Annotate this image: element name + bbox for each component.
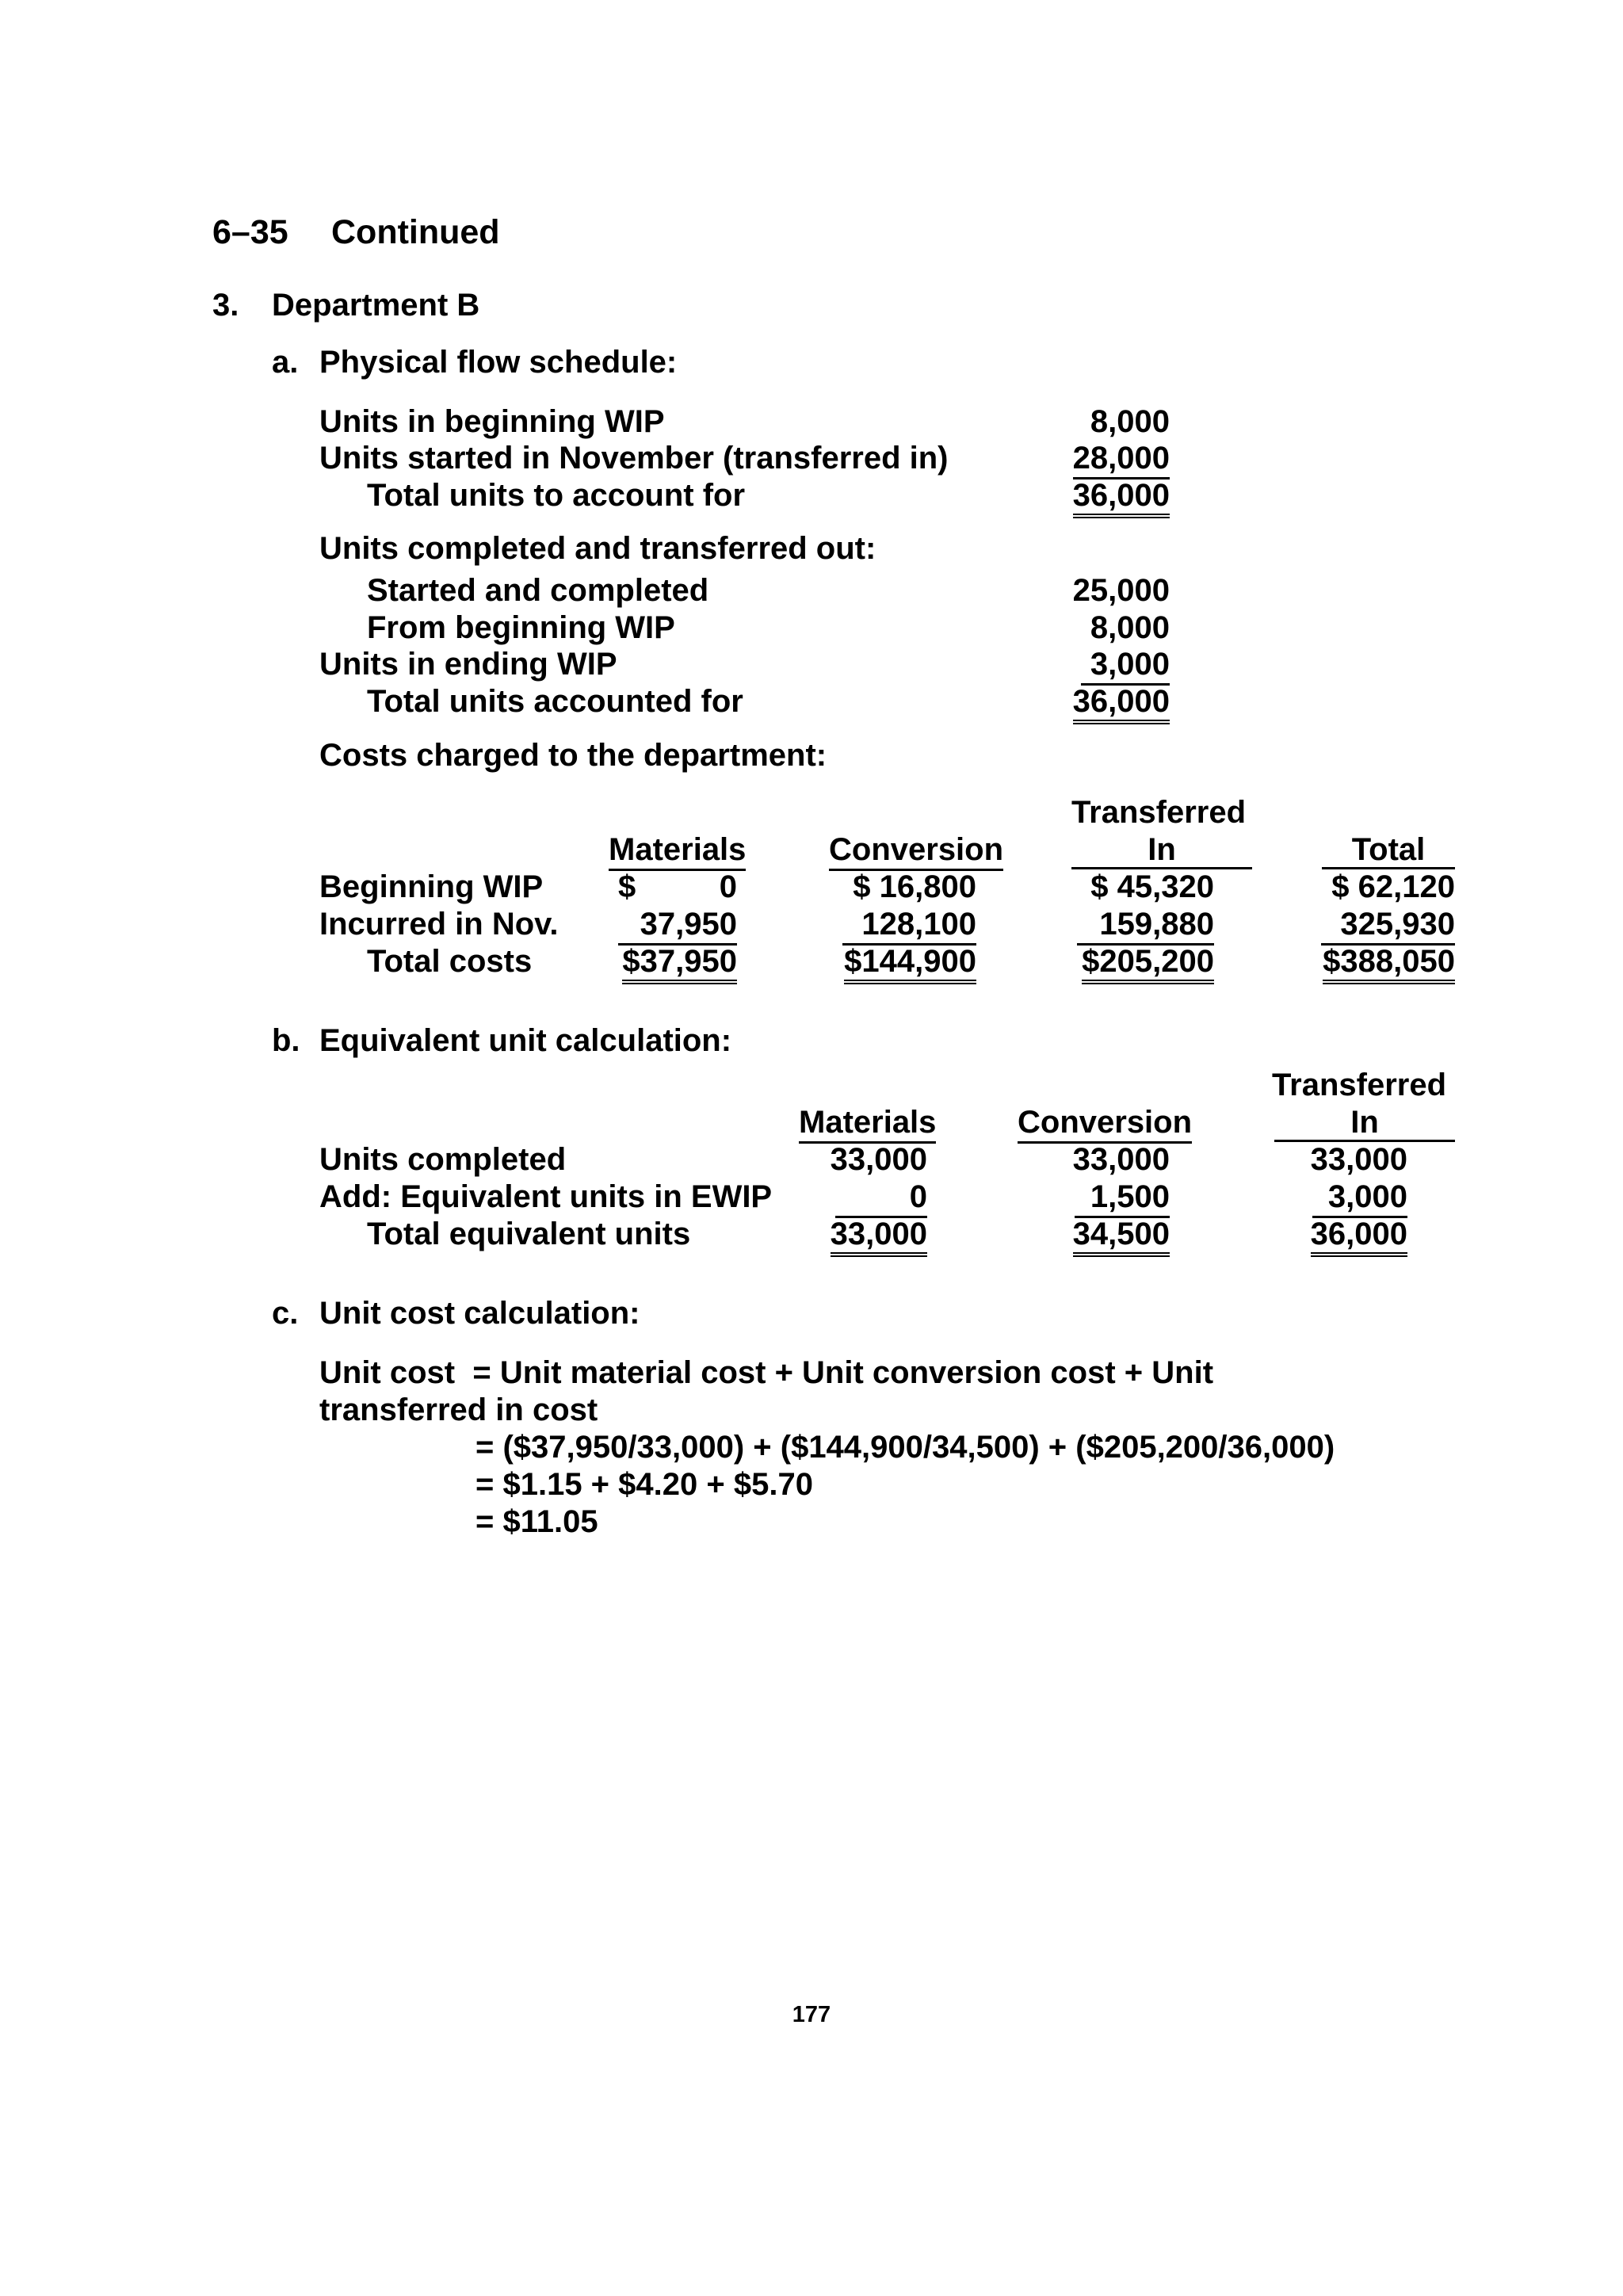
eq-cell: 1,500 — [1030, 1181, 1170, 1213]
total-accounted-value: 36,000 — [1030, 686, 1170, 717]
completed-header: Units completed and transferred out: — [319, 531, 876, 566]
cost-cell: $ 16,800 — [853, 869, 976, 904]
units-beginning-wip-value: 8,000 — [1090, 404, 1170, 439]
cost-cell: $205,200 — [1062, 946, 1214, 977]
part-c-title: Unit cost calculation: — [319, 1296, 640, 1331]
eq-cell: 3,000 — [1268, 1181, 1407, 1213]
cost-cell: $144,900 — [824, 946, 976, 977]
units-ending-wip-label: Units in ending WIP — [319, 647, 617, 682]
cost-col-total: Total — [1322, 834, 1455, 869]
cost-cell: 325,930 — [1300, 908, 1455, 940]
eq-cell: 33,000 — [830, 1142, 927, 1177]
cost-cell: $ 45,320 — [1090, 869, 1214, 904]
cost-row-label: Beginning WIP — [319, 869, 544, 904]
cost-cell: 0 — [719, 869, 737, 904]
eq-cell: 33,000 — [1310, 1142, 1407, 1177]
cost-cell: $ — [618, 869, 636, 904]
part-b-label: b. — [272, 1023, 300, 1058]
section-number: 3. — [212, 288, 239, 323]
from-beginning-value: 8,000 — [1090, 610, 1170, 645]
units-beginning-wip-label: Units in beginning WIP — [319, 404, 665, 439]
eq-row-label: Add: Equivalent units in EWIP — [319, 1179, 773, 1214]
eq-col-transferred: Transferred — [1271, 1068, 1447, 1102]
unit-cost-formula-line: transferred in cost — [319, 1392, 598, 1427]
eq-cell: 34,500 — [1030, 1218, 1170, 1250]
page-number: 177 — [792, 2002, 831, 2027]
eq-cell: 33,000 — [792, 1218, 927, 1250]
cost-col-in: In — [1071, 834, 1252, 869]
total-accounted-label: Total units accounted for — [367, 684, 743, 719]
cost-col-materials: Materials — [609, 834, 746, 865]
unit-cost-formula-line: Unit cost = Unit material cost + Unit conversion cost + Unit — [319, 1355, 1214, 1390]
eq-cell: 0 — [792, 1181, 927, 1213]
page-heading: Continued — [331, 213, 500, 251]
eq-cell: 33,000 — [1072, 1142, 1170, 1177]
cost-row-label: Incurred in Nov. — [319, 907, 559, 942]
cost-row-label: Total costs — [367, 944, 533, 979]
cost-col-transferred: Transferred — [1071, 795, 1247, 830]
cost-cell: 37,950 — [610, 908, 737, 940]
from-beginning-label: From beginning WIP — [367, 610, 675, 645]
unit-cost-formula-line: = $1.15 + $4.20 + $5.70 — [475, 1467, 813, 1502]
units-ending-wip-value: 3,000 — [1030, 648, 1170, 680]
units-started-value: 28,000 — [1030, 442, 1170, 474]
part-c-label: c. — [272, 1296, 299, 1331]
eq-cell: 36,000 — [1268, 1218, 1407, 1250]
cost-cell: $ 62,120 — [1331, 869, 1455, 904]
eq-col-in: In — [1274, 1106, 1455, 1142]
part-b-title: Equivalent unit calculation: — [319, 1023, 732, 1058]
eq-row-label: Units completed — [319, 1142, 567, 1177]
cost-cell: $37,950 — [610, 946, 737, 977]
started-completed-label: Started and completed — [367, 573, 709, 608]
eq-col-materials: Materials — [799, 1106, 936, 1138]
units-started-label: Units started in November (transferred in) — [319, 441, 949, 476]
cost-cell: $388,050 — [1300, 946, 1455, 977]
unit-cost-formula-line: = ($37,950/33,000) + ($144,900/34,500) + ($205,200/36,000) — [475, 1430, 1335, 1465]
unit-cost-result: = $11.05 — [475, 1504, 598, 1539]
problem-number: 6–35 — [212, 213, 288, 251]
part-a-title: Physical flow schedule: — [319, 345, 678, 380]
eq-col-conversion: Conversion — [1018, 1106, 1192, 1138]
cost-cell: 128,100 — [824, 908, 976, 940]
cost-col-conversion: Conversion — [829, 834, 1003, 865]
section-title: Department B — [272, 288, 480, 323]
costs-header: Costs charged to the department: — [319, 738, 827, 773]
cost-cell: 159,880 — [1062, 908, 1214, 940]
started-completed-value: 25,000 — [1072, 573, 1170, 608]
eq-row-label: Total equivalent units — [367, 1217, 691, 1251]
part-a-label: a. — [272, 345, 299, 380]
total-to-account-label: Total units to account for — [367, 478, 746, 513]
total-to-account-value: 36,000 — [1030, 479, 1170, 511]
